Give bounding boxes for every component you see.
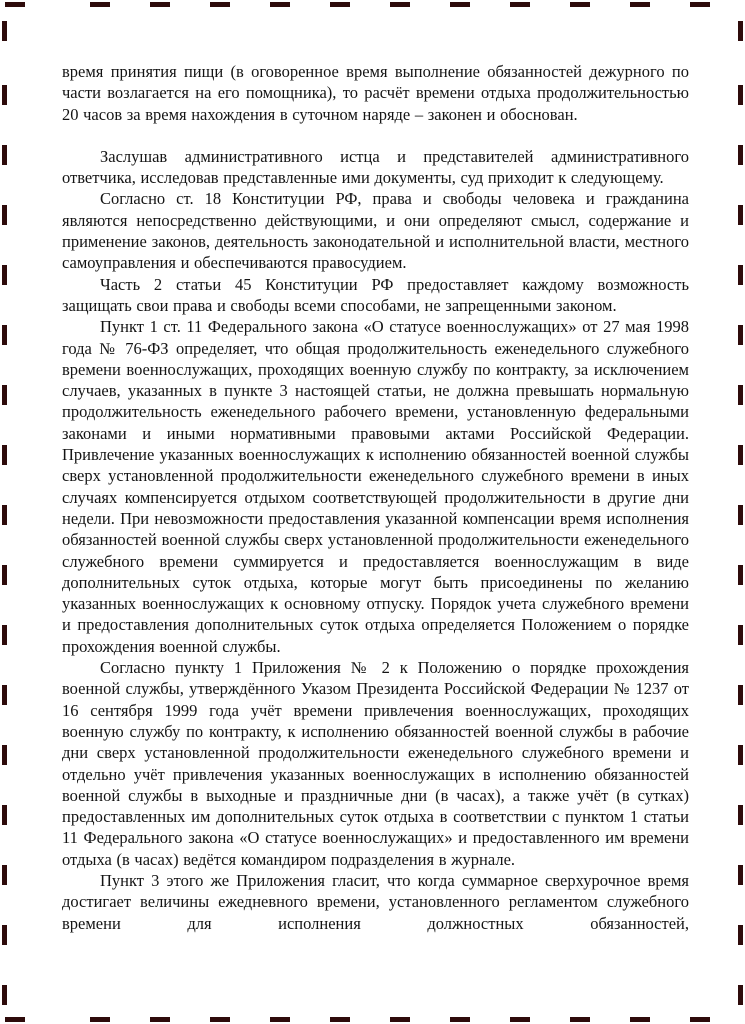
- paragraph-appendix2-point1: Согласно пункту 1 Приложения № 2 к Положению о порядке прохождения военной службы, утверждённого Указом Президента Российской Федерации № 1237 от 16 сентября 1999 года учёт времени привлечения военнослужащих, проходящих военную службу по контракту, к исполнению обязанностей военной службы в рабочие дни сверх установленной продолжительности еженедельного служебного времени и отдельно учёт привлечения указанных военнослужащих в исполнению обязанностей военной службы в выходные и праздничные дни (в часах), а также учёт (в сутках) предоставленных им дополнительных суток отдыха в соответствии с пунктом 1 статьи 11 Федерального закона «О статусе военнослужащих» и предоставленного им времени отдыха (в часах) ведётся командиром подразделения в журнале.: [62, 658, 689, 869]
- paragraph-constitution-art18: Согласно ст. 18 Конституции РФ, права и свободы человека и гражданина являются непосредственно действующими, и они определяют смысл, содержание и применение законов, деятельность законодательной и исполнительной власти, местного самоуправления и обеспечиваются правосудием.: [62, 189, 689, 273]
- scan-artifact-left-edge: [2, 0, 7, 1024]
- paragraph-appendix2-point3: Пункт 3 этого же Приложения гласит, что когда суммарное сверхурочное время достигает величины ежедневного времени, установленного регламентом служебного времени для исполнения должностных обязанностей,: [62, 870, 689, 933]
- scan-artifact-bottom-edge: [0, 1017, 745, 1022]
- paragraph-court-conclusion-intro: Заслушав административного истца и представителей административного ответчика, исследовав представленные ими документы, суд приходит к следующему.: [62, 146, 689, 188]
- paragraph-federal-law-76fz: Пункт 1 ст. 11 Федерального закона «О статусе военнослужащих» от 27 мая 1998 года № 76-ФЗ определяет, что общая продолжительность еженедельного служебного времени военнослужащих, проходящих военную службу по контракту, за исключением случаев, указанных в пункте 3 настоящей статьи, не должна превышать нормальную продолжительность еженедельного рабочего времени, установленную федеральными законами и иными нормативными правовыми актами Российской Федерации. Привлечение указанных военнослужащих к исполнению обязанностей военной службы сверх установленной продолжительности еженедельного служебного времени в иных случаях компенсируется отдыхом соответствующей продолжительности в другие дни недели. При невозможности предоставления указанной компенсации время исполнения обязанностей военной службы сверх установленной продолжительности еженедельного служебного времени суммируется и предоставляется военнослужащим в виде дополнительных суток отдыха, которые могут быть присоединены по желанию указанных военнослужащих к основному отпуску. Порядок учета служебного времени и предоставления дополнительных суток отдыха определяется Положением о порядке прохождения военной службы.: [62, 317, 689, 656]
- paragraph-continuation: время принятия пищи (в оговоренное время выполнение обязанностей дежурного по части возлагается на его помощника), то расчёт времени отдыха продолжительностью 20 часов за время нахождения в суточном наряде – законен и обоснован.: [62, 62, 689, 124]
- scan-artifact-top-edge: [0, 2, 745, 7]
- paragraph-constitution-art45: Часть 2 статьи 45 Конституции РФ предоставляет каждому возможность защищать свои права и свободы всеми способами, не запрещенными законом.: [62, 274, 689, 315]
- document-text-block: [62, 61, 689, 934]
- scan-artifact-right-edge: [738, 0, 743, 1024]
